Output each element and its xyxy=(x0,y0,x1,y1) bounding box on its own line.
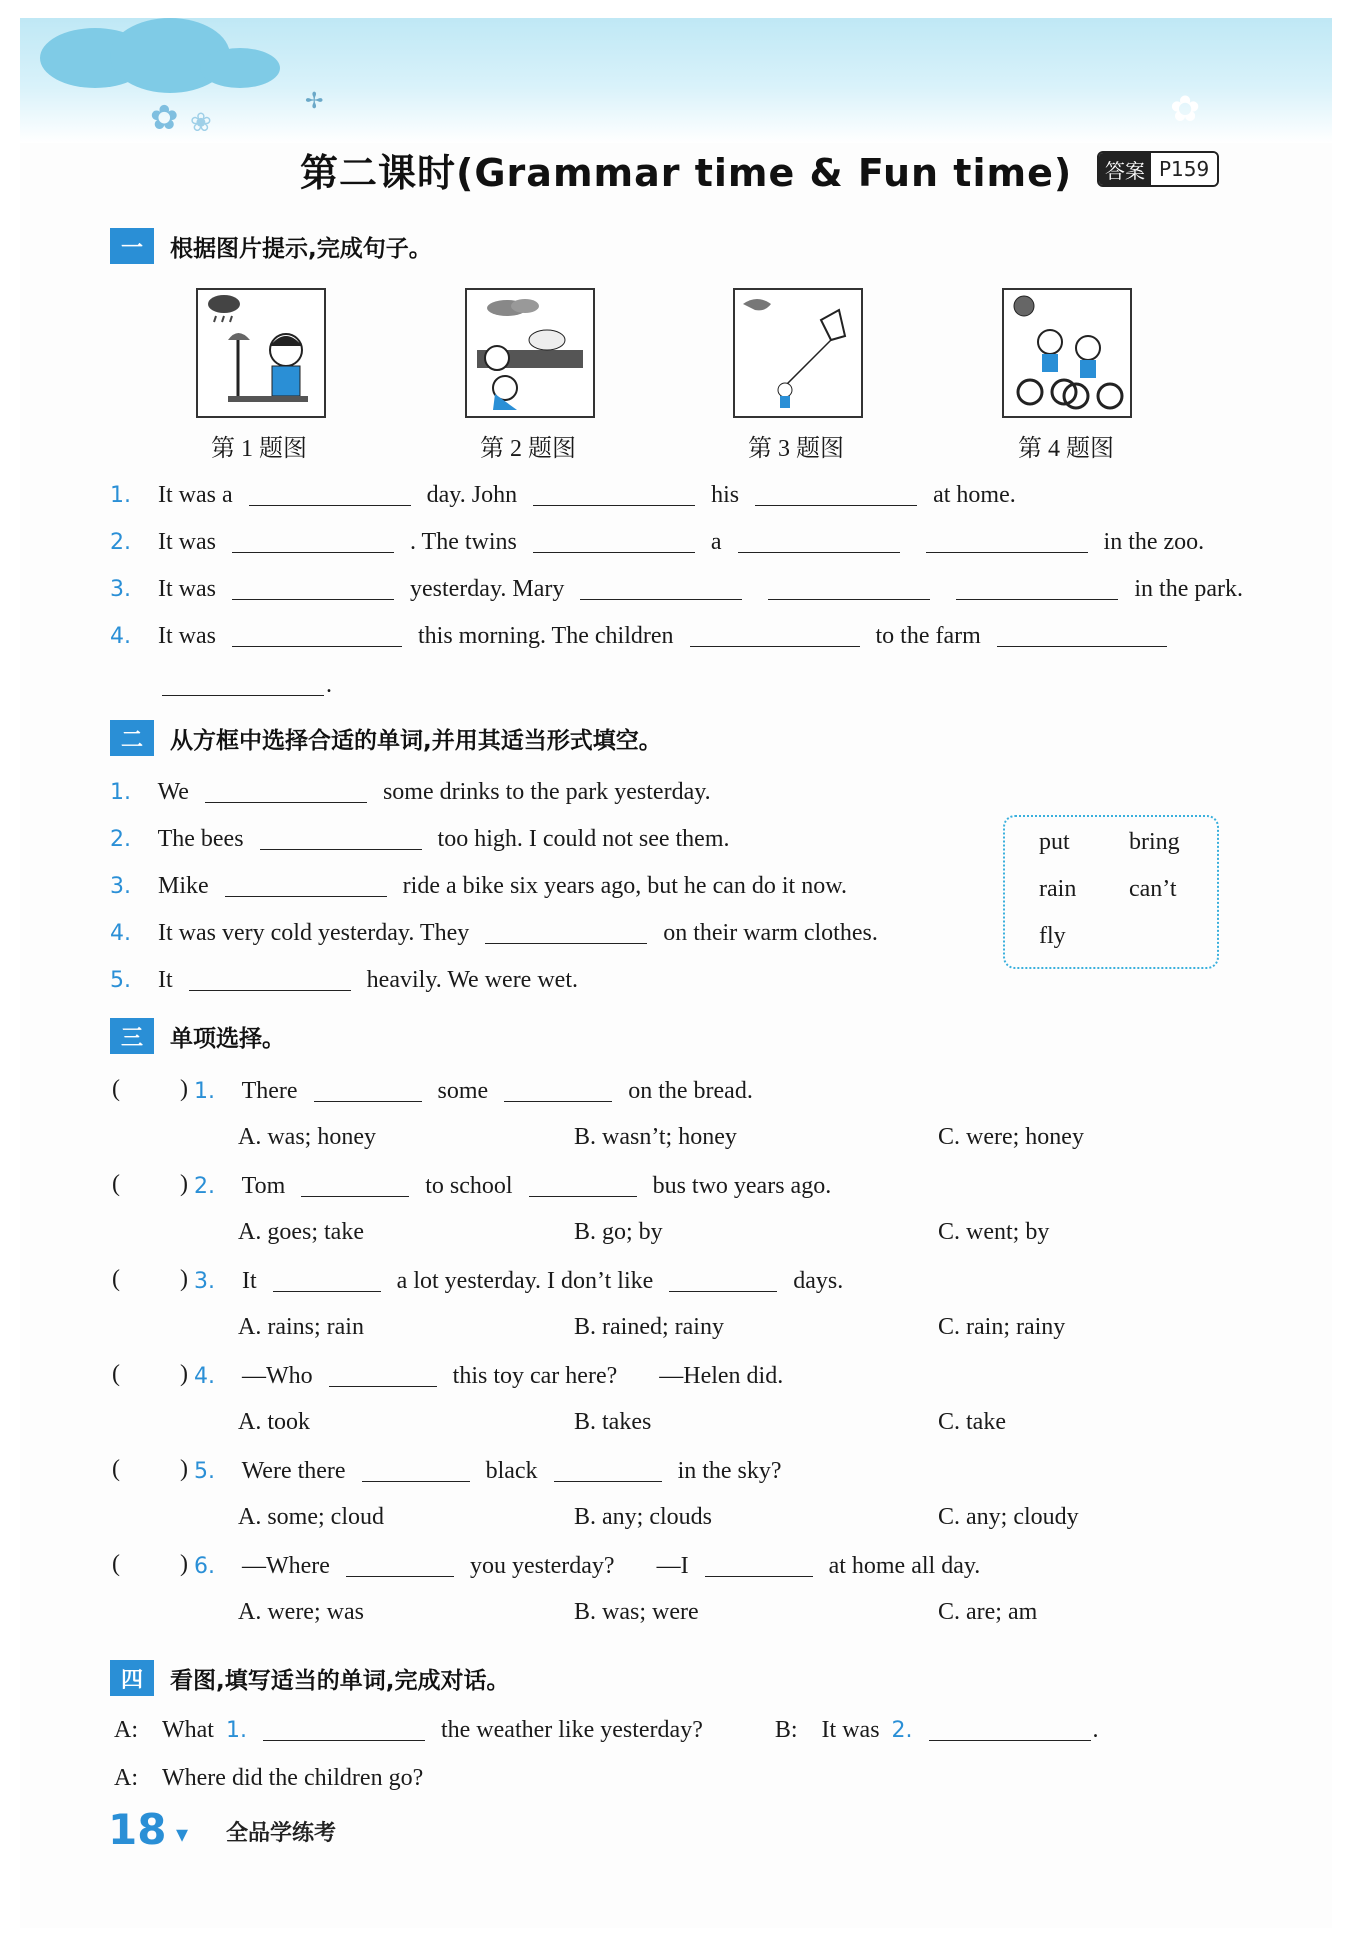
option-a[interactable]: A. rains; rain xyxy=(238,1314,364,1340)
question-text: It xyxy=(158,967,173,993)
question-text: days. xyxy=(793,1268,844,1294)
question-text: Tom xyxy=(241,1173,286,1199)
speaker-label: A: xyxy=(114,1717,138,1743)
question-number: 4. xyxy=(110,624,131,649)
answer-blank[interactable] xyxy=(690,620,860,647)
question-line xyxy=(110,869,847,903)
section-1-heading xyxy=(110,228,432,264)
question-number: 1. xyxy=(110,483,131,508)
question-text: in the sky? xyxy=(677,1458,782,1484)
question-line xyxy=(110,775,711,809)
answer-blank[interactable] xyxy=(232,620,402,647)
picture-3 xyxy=(733,288,863,418)
question-text: in the park. xyxy=(1134,576,1244,602)
answer-blank[interactable] xyxy=(956,573,1118,600)
question-text: We xyxy=(157,779,189,805)
question-text: It was a xyxy=(158,482,233,508)
answer-blank[interactable] xyxy=(768,573,930,600)
answer-paren-open: ( xyxy=(112,1361,120,1387)
option-a[interactable]: A. were; was xyxy=(238,1599,364,1625)
dialogue-line xyxy=(114,1761,423,1795)
option-c[interactable]: C. take xyxy=(938,1409,1006,1435)
answer-blank[interactable] xyxy=(273,1265,381,1292)
question-text: black xyxy=(485,1458,538,1484)
header-banner xyxy=(20,18,1332,143)
section-title: 从方框中选择合适的单词,并用其适当形式填空。 xyxy=(170,727,662,754)
picture-caption: 第 4 题图 xyxy=(1018,436,1114,462)
answer-blank[interactable] xyxy=(997,620,1167,647)
section-badge: 二 xyxy=(110,720,154,756)
question-number: 2. xyxy=(110,827,131,852)
question-text: It was xyxy=(158,623,216,649)
answer-paren-open: ( xyxy=(112,1171,120,1197)
question-text: heavily. We were wet. xyxy=(366,967,578,993)
question-text: . The twins xyxy=(409,529,517,555)
cloud-icon xyxy=(200,48,280,88)
question-line xyxy=(110,525,1204,559)
dialogue-text: What xyxy=(162,1717,214,1743)
question-text: —Helen did. xyxy=(659,1363,784,1389)
question-line xyxy=(110,822,730,856)
answer-blank[interactable] xyxy=(232,526,394,553)
option-c[interactable]: C. rain; rainy xyxy=(938,1314,1066,1340)
answer-blank[interactable] xyxy=(533,479,695,506)
section-badge: 三 xyxy=(110,1018,154,1054)
question-number: 1. xyxy=(110,780,131,805)
answer-blank[interactable] xyxy=(205,776,367,803)
word-option: fly xyxy=(1039,923,1066,949)
question-text: There xyxy=(241,1078,298,1104)
question-text: It was xyxy=(158,576,216,602)
answer-blank[interactable] xyxy=(232,573,394,600)
answer-paren-close: ) xyxy=(180,1266,188,1292)
answer-blank[interactable] xyxy=(755,479,917,506)
question-line xyxy=(194,1169,831,1203)
question-text: yesterday. Mary xyxy=(409,576,565,602)
dragonfly-icon: ✢ xyxy=(305,88,324,113)
answer-page: P159 xyxy=(1151,153,1217,185)
answer-paren-close: ) xyxy=(180,1171,188,1197)
question-line xyxy=(110,572,1243,606)
question-text: at home. xyxy=(933,482,1016,508)
answer-blank[interactable] xyxy=(929,1714,1091,1741)
question-line xyxy=(194,1264,843,1298)
page-number: 18 xyxy=(108,1805,167,1854)
question-text: Mike xyxy=(158,873,209,899)
question-text: It xyxy=(242,1268,257,1294)
answer-paren-close: ) xyxy=(180,1076,188,1102)
section-2-heading xyxy=(110,720,662,756)
answer-blank[interactable] xyxy=(329,1360,437,1387)
question-number: 4. xyxy=(110,921,131,946)
option-c[interactable]: C. were; honey xyxy=(938,1124,1084,1150)
answer-paren-close: ) xyxy=(180,1456,188,1482)
question-text: some xyxy=(437,1078,489,1104)
flower-icon: ❀ xyxy=(190,108,212,137)
question-text: a lot yesterday. I don’t like xyxy=(396,1268,654,1294)
answer-blank[interactable] xyxy=(485,917,647,944)
blank-number: 2. xyxy=(891,1718,913,1743)
question-line xyxy=(194,1454,782,1488)
answer-blank[interactable] xyxy=(249,479,411,506)
answer-paren-open: ( xyxy=(112,1076,120,1102)
section-title: 看图,填写适当的单词,完成对话。 xyxy=(170,1667,510,1694)
question-text: at home all day. xyxy=(828,1553,981,1579)
brand-logo-icon: ▾ xyxy=(176,1820,189,1848)
page-title: 第二课时(Grammar time & Fun time) xyxy=(300,151,1073,195)
question-text: bus two years ago. xyxy=(652,1173,832,1199)
picture-4 xyxy=(1002,288,1132,418)
answer-blank[interactable] xyxy=(504,1075,612,1102)
answer-blank[interactable] xyxy=(301,1170,409,1197)
answer-paren-open: ( xyxy=(112,1456,120,1482)
flower-icon: ✿ xyxy=(1170,89,1201,129)
question-number: 6. xyxy=(194,1554,215,1579)
speaker-label: B: xyxy=(774,1717,798,1743)
answer-blank[interactable] xyxy=(533,526,695,553)
option-c[interactable]: C. any; cloudy xyxy=(938,1504,1079,1530)
answer-blank[interactable] xyxy=(260,823,422,850)
section-title: 单项选择。 xyxy=(170,1025,285,1052)
answer-paren-open: ( xyxy=(112,1551,120,1577)
picture-1 xyxy=(196,288,326,418)
dialogue-text: It was xyxy=(821,1717,880,1743)
question-text: The bees xyxy=(157,826,244,852)
question-text: a xyxy=(710,529,722,555)
word-option: bring xyxy=(1129,829,1180,855)
answer-blank[interactable] xyxy=(738,526,900,553)
option-b[interactable]: B. takes xyxy=(574,1409,652,1435)
question-line-continued xyxy=(152,668,332,702)
question-text: in the zoo. xyxy=(1103,529,1205,555)
answer-blank[interactable] xyxy=(189,964,351,991)
question-text: It was xyxy=(158,529,216,555)
section-4-heading xyxy=(110,1660,509,1696)
question-text: too high. I could not see them. xyxy=(437,826,730,852)
answer-blank[interactable] xyxy=(705,1550,813,1577)
section-title: 根据图片提示,完成句子。 xyxy=(170,235,432,262)
question-text: Were there xyxy=(241,1458,346,1484)
answer-blank[interactable] xyxy=(529,1170,637,1197)
question-line xyxy=(194,1359,783,1393)
picture-caption: 第 1 题图 xyxy=(211,436,307,462)
option-b[interactable]: B. go; by xyxy=(574,1219,663,1245)
option-b[interactable]: B. wasn’t; honey xyxy=(574,1124,737,1150)
dialogue-text: the weather like yesterday? xyxy=(440,1717,703,1743)
answer-paren-open: ( xyxy=(112,1266,120,1292)
answer-label: 答案 xyxy=(1099,153,1151,185)
speaker-label: A: xyxy=(114,1765,138,1791)
option-b[interactable]: B. was; were xyxy=(574,1599,699,1625)
answer-blank[interactable] xyxy=(263,1714,425,1741)
answer-blank[interactable] xyxy=(162,669,324,696)
question-number: 1. xyxy=(194,1079,215,1104)
question-number: 5. xyxy=(194,1459,215,1484)
dialogue-text: . xyxy=(1092,1717,1099,1743)
question-text: you yesterday? xyxy=(469,1553,615,1579)
answer-blank[interactable] xyxy=(926,526,1088,553)
question-number: 3. xyxy=(110,577,131,602)
option-a[interactable]: A. some; cloud xyxy=(238,1504,384,1530)
question-text: his xyxy=(711,482,740,508)
question-number: 4. xyxy=(194,1364,215,1389)
option-a[interactable]: A. took xyxy=(238,1409,310,1435)
answer-paren-close: ) xyxy=(180,1361,188,1387)
answer-tag xyxy=(1097,151,1219,187)
option-c[interactable]: C. are; am xyxy=(938,1599,1038,1625)
question-number: 2. xyxy=(110,530,131,555)
answer-blank[interactable] xyxy=(346,1550,454,1577)
question-line xyxy=(110,478,1016,512)
question-text: —Who xyxy=(242,1363,313,1389)
option-c[interactable]: C. went; by xyxy=(938,1219,1050,1245)
answer-paren-close: ) xyxy=(180,1551,188,1577)
word-option: rain xyxy=(1039,876,1077,902)
question-text: ride a bike six years ago, but he can do it now. xyxy=(402,873,847,899)
question-text: . xyxy=(326,672,332,698)
brand-name: 全品学练考 xyxy=(226,1821,337,1846)
question-line xyxy=(110,619,1177,653)
question-text: to the farm xyxy=(875,623,981,649)
option-a[interactable]: A. was; honey xyxy=(238,1124,376,1150)
answer-blank[interactable] xyxy=(314,1075,422,1102)
option-a[interactable]: A. goes; take xyxy=(238,1219,364,1245)
question-line xyxy=(110,963,578,997)
answer-blank[interactable] xyxy=(225,870,387,897)
question-line xyxy=(194,1549,980,1583)
flower-icon: ✿ xyxy=(150,100,179,137)
answer-blank[interactable] xyxy=(554,1455,662,1482)
question-text: —I xyxy=(656,1553,689,1579)
section-badge: 一 xyxy=(110,228,154,264)
question-line xyxy=(194,1074,753,1108)
question-number: 3. xyxy=(194,1269,215,1294)
answer-blank[interactable] xyxy=(669,1265,777,1292)
blank-number: 1. xyxy=(225,1718,247,1743)
word-option: can’t xyxy=(1129,876,1177,902)
question-text: this toy car here? xyxy=(452,1363,618,1389)
dialogue-text: Where did the children go? xyxy=(162,1765,424,1791)
question-text: to school xyxy=(425,1173,513,1199)
option-b[interactable]: B. rained; rainy xyxy=(574,1314,724,1340)
picture-2 xyxy=(465,288,595,418)
picture-caption: 第 3 题图 xyxy=(748,436,844,462)
question-number: 3. xyxy=(110,874,131,899)
section-badge: 四 xyxy=(110,1660,154,1696)
dialogue-line xyxy=(114,1713,1099,1747)
question-text: —Where xyxy=(242,1553,330,1579)
question-number: 5. xyxy=(110,968,131,993)
word-box xyxy=(1003,815,1219,969)
word-option: put xyxy=(1039,829,1070,855)
answer-blank[interactable] xyxy=(362,1455,470,1482)
option-b[interactable]: B. any; clouds xyxy=(574,1504,712,1530)
question-text: day. John xyxy=(426,482,518,508)
question-text: some drinks to the park yesterday. xyxy=(382,779,711,805)
question-text: It was very cold yesterday. They xyxy=(158,920,470,946)
question-line xyxy=(110,916,878,950)
question-text: this morning. The children xyxy=(417,623,674,649)
picture-caption: 第 2 题图 xyxy=(480,436,576,462)
answer-blank[interactable] xyxy=(580,573,742,600)
question-text: on the bread. xyxy=(628,1078,753,1104)
question-number: 2. xyxy=(194,1174,215,1199)
question-text: on their warm clothes. xyxy=(663,920,878,946)
section-3-heading xyxy=(110,1018,285,1054)
